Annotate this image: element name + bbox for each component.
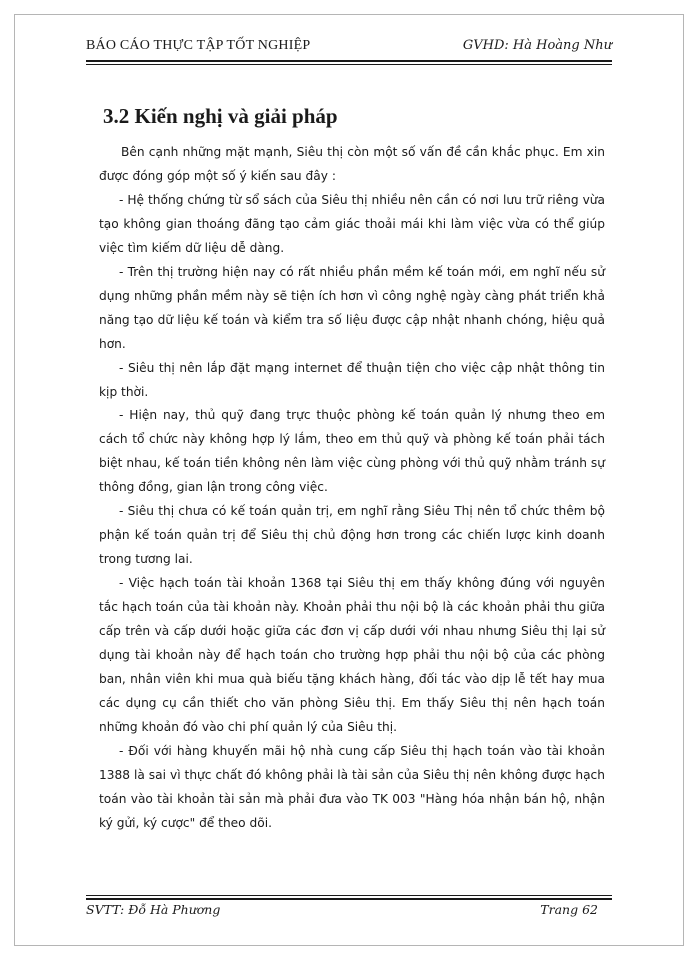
paragraph-item: - Hiện nay, thủ quỹ đang trực thuộc phòng kế toán quản lý nhưng theo em cách tổ chức này không hợp lý lắm, theo em thủ quỹ và phòng kế toán phải tách biệt nhau, kế toán tiền không nên làm việc cùng phòng với thủ quỹ nhằm tránh sự thông đồng, gian lận trong công việc. bbox=[99, 408, 605, 495]
paragraph-item: - Việc hạch toán tài khoản 1368 tại Siêu thị em thấy không đúng với nguyên tắc hạch toán của tài khoản này. Khoản phải thu nội bộ là các khoản phải thu giữa cấp trên và cấp dưới hoặc giữa các đơn vị cấp dưới với nhau nhưng Siêu thị lại sử dụng tài khoản này để hạch toán cho trường hợp phải thu nội bộ của các phòng ban, nhân viên khi mua quà biếu tặng khách hàng, đối tác vào dịp lễ tết hay mua các dụng cụ cần thiết cho văn phòng Siêu thị. Em thấy Siêu thị nên hạch toán những khoản đó vào chi phí quản lý của Siêu thị. bbox=[99, 576, 605, 734]
page-footer bbox=[86, 902, 612, 917]
report-title: BÁO CÁO THỰC TẬP TỐT NGHIỆP bbox=[86, 38, 311, 53]
body-text bbox=[99, 141, 605, 836]
page-header bbox=[86, 38, 612, 54]
supervisor-name: GVHD: Hà Hoàng Như bbox=[462, 38, 612, 53]
page-number: Trang 62 bbox=[540, 902, 598, 917]
student-name: SVTT: Đỗ Hà Phương bbox=[86, 902, 221, 917]
paragraph-intro: Bên cạnh những mặt mạnh, Siêu thị còn một số vấn đề cần khắc phục. Em xin được đóng góp một số ý kiến sau đây : bbox=[99, 145, 605, 183]
footer-divider bbox=[86, 895, 612, 900]
paragraph-item: - Hệ thống chứng từ sổ sách của Siêu thị nhiều nên cần có nơi lưu trữ riêng vừa tạo không gian thoáng đãng tạo cảm giác thoải mái khi làm việc vừa có thể giúp việc tìm kiếm dữ liệu dễ dàng. bbox=[99, 192, 605, 255]
section-title: 3.2 Kiến nghị và giải pháp bbox=[103, 104, 338, 128]
paragraph-item: - Siêu thị chưa có kế toán quản trị, em nghĩ rằng Siêu Thị nên tổ chức thêm bộ phận kế toán quản trị để Siêu thị chủ động hơn trong các chiến lược kinh doanh trong tương lai. bbox=[99, 504, 605, 567]
paragraph-item: - Siêu thị nên lắp đặt mạng internet để thuận tiện cho việc cập nhật thông tin kịp thời. bbox=[99, 360, 605, 399]
paragraph-item: - Trên thị trường hiện nay có rất nhiều phần mềm kế toán mới, em nghĩ nếu sử dụng những phần mềm này sẽ tiện ích hơn vì công nghệ ngày càng phát triển khả năng tạo dữ liệu kế toán và kiểm tra số liệu được cập nhật nhanh chóng, hiệu quả hơn. bbox=[99, 264, 605, 351]
paragraph-item: - Đối với hàng khuyến mãi hộ nhà cung cấp Siêu thị hạch toán vào tài khoản 1388 là sai vì thực chất đó không phải là tài sản của Siêu thị nên không được hạch toán vào tài khoản tài sản mà phải đưa vào TK 003 "Hàng hóa nhận bán hộ, nhận ký gửi, ký cược" để theo dõi. bbox=[99, 743, 605, 830]
header-divider bbox=[86, 60, 612, 65]
